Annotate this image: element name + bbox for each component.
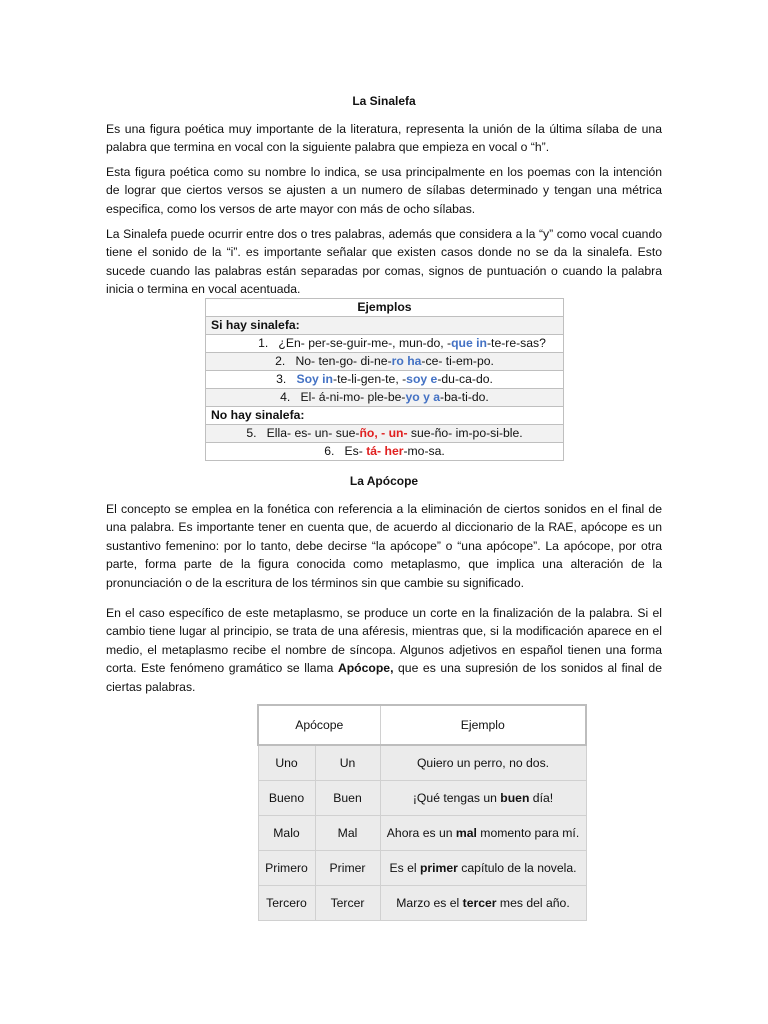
- example-text: Es-: [344, 444, 367, 458]
- example-row-2: [206, 353, 564, 371]
- table-row: [258, 745, 586, 781]
- example-sentence: mes del año.: [496, 896, 570, 910]
- example-number: 1.: [258, 336, 269, 350]
- sinalefa-paragraph-2: Esta figura poética como su nombre lo indica, se usa principalmente en los poemas con la intención de lograr que ciertos versos se ajusten a un numero de sílabas determinado y tengan una métrica especifica, como los versos de arte mayor con más de ocho sílabas.: [106, 165, 662, 216]
- short-word-cell: Tercer: [315, 886, 380, 921]
- example-highlight: que in: [451, 336, 487, 350]
- example-sentence: Es el: [389, 861, 420, 875]
- example-row-3: [206, 371, 564, 389]
- example-highlight: soy e: [406, 372, 438, 386]
- example-highlight: tá- her: [366, 444, 404, 458]
- full-word-cell: Tercero: [258, 886, 315, 921]
- short-word-cell: Buen: [315, 781, 380, 816]
- short-word-cell: Un: [315, 745, 380, 781]
- example-number: 6.: [324, 444, 335, 458]
- example-sentence: momento para mí.: [476, 826, 580, 840]
- apocope-paragraph-1: El concepto se emplea en la fonética con referencia a la eliminación de ciertos sonidos en el final de una palabra. Es importante tener en cuenta que, de acuerdo al diccionario de la RAE, apócope es un sustantivo femenino: por lo tanto, debe decirse “la apócope” o “una apócope”. La apócope, por otra parte, forma parte de la figura conocida como metaplasmo, que implica una alteración de la pronunciación o de la escritura de los términos sin que cambie su significado.: [106, 502, 662, 590]
- example-number: 5.: [246, 426, 257, 440]
- example-highlight: yo y a: [405, 390, 441, 404]
- full-word-cell: Primero: [258, 851, 315, 886]
- example-bold-word: tercer: [462, 896, 497, 910]
- example-sentence: Marzo es el: [396, 896, 463, 910]
- example-sentence: Quiero un perro, no dos.: [416, 756, 550, 770]
- examples-header: Ejemplos: [206, 299, 564, 317]
- example-bold-word: mal: [455, 826, 477, 840]
- short-word-cell: Primer: [315, 851, 380, 886]
- si-hay-sinalefa-label: Si hay sinalefa:: [206, 317, 564, 335]
- example-cell: [380, 851, 586, 886]
- example-bold-word: primer: [419, 861, 458, 875]
- example-row-6: [206, 443, 564, 461]
- full-word-cell: Uno: [258, 745, 315, 781]
- full-word-cell: Malo: [258, 816, 315, 851]
- example-number: 2.: [275, 354, 286, 368]
- example-text: Ella- es- un- sue-: [266, 426, 360, 440]
- apocope-table: [257, 704, 587, 921]
- example-text: -mo-sa.: [403, 444, 445, 458]
- example-text: El- á-ni-mo- ple-be-: [300, 390, 406, 404]
- example-text: -ba-ti-do.: [440, 390, 489, 404]
- example-text: -te-li-gen-te, -: [333, 372, 407, 386]
- sinalefa-paragraph-3: La Sinalefa puede ocurrir entre dos o tres palabras, además que considera a la “y” como vocal cuando tiene el sonido de la “i”. es importante señalar que existen casos donde no se da la sinalefa. Esto sucede cuando las palabras están separadas por comas, signos de puntuación o cuando la palabra inicia o termina en vocal acentuada.: [106, 227, 662, 297]
- apocope-paragraph-text: En el caso específico de este metaplasmo, se produce un corte en la finalización de la palabra. Si el cambio tiene lugar al principio, se trata de una aféresis, mientras que, si la modificación aparece en el medio, el metaplasmo recibe el nombre de síncopa. Algunos adjetivos en español tienen una forma corta. Este fenómeno gramático se llama: [106, 606, 662, 676]
- apocope-title: La Apócope: [349, 474, 419, 488]
- full-word-cell: Bueno: [258, 781, 315, 816]
- example-row-1: [206, 335, 564, 353]
- example-number: 4.: [280, 390, 291, 404]
- example-column-header: Ejemplo: [380, 705, 586, 745]
- example-highlight: ro ha: [391, 354, 422, 368]
- example-number: 3.: [276, 372, 287, 386]
- example-row-4: [206, 389, 564, 407]
- no-hay-sinalefa-label: No hay sinalefa:: [206, 407, 564, 425]
- example-highlight: Soy in: [296, 372, 334, 386]
- example-text: ¿En- per-se-guir-me-, mun-do, -: [278, 336, 452, 350]
- apocope-paragraph-text: que es una supresión de los sonidos al final de ciertas palabras.: [106, 661, 662, 694]
- example-bold-word: buen: [500, 791, 530, 805]
- example-sentence: Ahora es un: [386, 826, 456, 840]
- example-row-5: [206, 425, 564, 443]
- example-sentence: capítulo de la novela.: [457, 861, 577, 875]
- apocope-paragraph-2: [106, 604, 662, 696]
- example-text: -te-re-sas?: [487, 336, 546, 350]
- sinalefa-title: La Sinalefa: [352, 94, 416, 108]
- table-row: [258, 816, 586, 851]
- short-word-cell: Mal: [315, 816, 380, 851]
- example-cell: [380, 816, 586, 851]
- sinalefa-paragraph-1: Es una figura poética muy importante de la literatura, representa la unión de la última sílaba de una palabra que termina en vocal con la siguiente palabra que empieza en vocal o “h”.: [106, 122, 662, 155]
- example-text: -ce- ti-em-po.: [421, 354, 494, 368]
- example-cell: [380, 886, 586, 921]
- example-text: sue-ño- im-po-si-ble.: [407, 426, 523, 440]
- example-cell: [380, 745, 586, 781]
- example-sentence: día!: [529, 791, 554, 805]
- table-row: [258, 781, 586, 816]
- example-text: -du-ca-do.: [437, 372, 493, 386]
- table-row: [258, 851, 586, 886]
- example-text: No- ten-go- di-ne-: [295, 354, 392, 368]
- example-cell: [380, 781, 586, 816]
- apocope-column-header: Apócope: [258, 705, 380, 745]
- apocope-bold-term: Apócope,: [337, 661, 394, 676]
- table-row: [258, 886, 586, 921]
- example-sentence: ¡Qué tengas un: [412, 791, 501, 805]
- example-highlight: ño, - un-: [359, 426, 408, 440]
- examples-table: [205, 298, 564, 461]
